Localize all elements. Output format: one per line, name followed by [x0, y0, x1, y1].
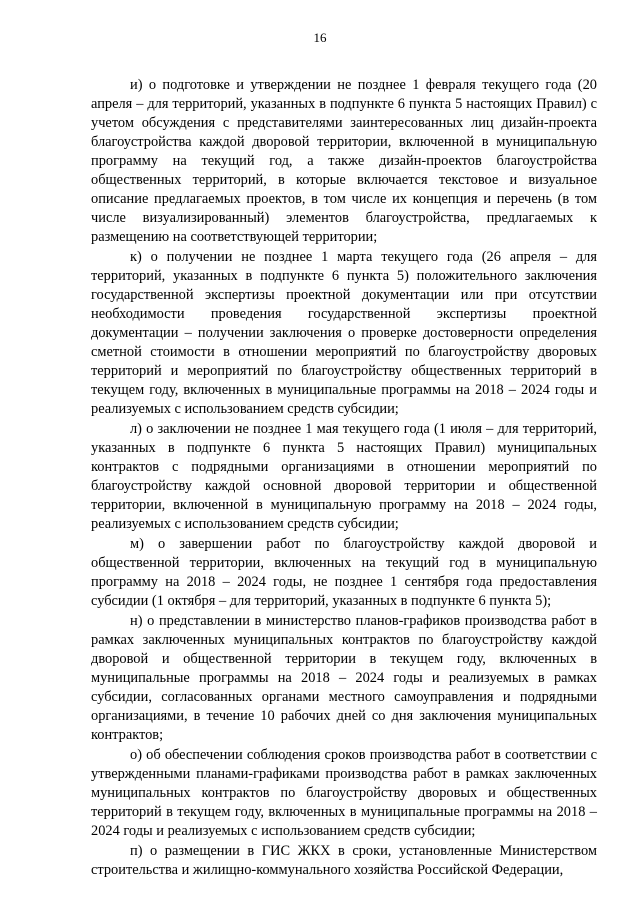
page-number: 16: [313, 30, 327, 45]
paragraph-p: п) о размещении в ГИС ЖКХ в сроки, установленные Министерством строительства и жилищно-коммунального хозяйства Российской Федерации,: [91, 843, 597, 878]
paragraph-l: л) о заключении не позднее 1 мая текущего года (1 июля – для территорий, указанных в подпункте 6 пункта 5 настоящих Правил) муниципальных контрактов с подрядными организациями в отношении мероприятий по благоустройству каждой основной дворовой территории и общественной территории, включенной в муниципальную программу на 2018 – 2024 годы, реализуемых с использованием средств субсидии;: [91, 421, 597, 532]
paragraph-i: и) о подготовке и утверждении не позднее 1 февраля текущего года (20 апреля – для территорий, указанных в подпункте 6 пункта 5 настоящих Правил) с учетом обсуждения с представителями заинтересованных лиц дизайн-проекта благоустройства каждой дворовой территории, включенной в муниципальную программу на текущий год, а также дизайн-проектов благоустройства общественных территорий, в которые включается текстовое и визуальное описание предлагаемых проектов, в том числе их концепция и перечень (в том числе визуализированный) элементов благоустройства, предлагаемых к размещению на соответствующей территории;: [91, 77, 597, 245]
paragraph-o: о) об обеспечении соблюдения сроков производства работ в соответствии с утвержденными планами-графиками производства работ в рамках заключенных муниципальных контрактов по благоустройству дворовых и общественных территорий в текущем году, включенных в муниципальные программы на 2018 – 2024 годы и реализуемых с использованием средств субсидии;: [91, 747, 597, 839]
document-body: [91, 76, 597, 881]
paragraph-m: м) о завершении работ по благоустройству каждой дворовой и общественной территории, включенных на текущий год в муниципальную программу на 2018 – 2024 годы, не позднее 1 сентября года предоставления субсидии (1 октября – для территорий, указанных в подпункте 6 пункта 5);: [91, 536, 597, 609]
paragraph-k: к) о получении не позднее 1 марта текущего года (26 апреля – для территорий, указанных в подпункте 6 пункта 5) положительного заключения государственной экспертизы проектной документации или при отсутствии необходимости проведения государственной экспертизы проектной документации – получении заключения о проверке достоверности определения сметной стоимости в отношении мероприятий по благоустройству дворовых территорий и мероприятий по благоустройству общественных территорий в текущем году, включенных в муниципальные программы на 2018 – 2024 годы и реализуемых с использованием средств субсидии;: [91, 249, 597, 417]
paragraph-n: н) о представлении в министерство планов-графиков производства работ в рамках заключенных муниципальных контрактов по благоустройству каждой дворовой и общественной территории в текущем году, включенных в муниципальные программы на 2018 – 2024 годы и реализуемых в рамках субсидии, согласованных органами местного самоуправления и подрядными организациями, в течение 10 рабочих дней со дня заключения муниципальных контрактов;: [91, 613, 597, 743]
